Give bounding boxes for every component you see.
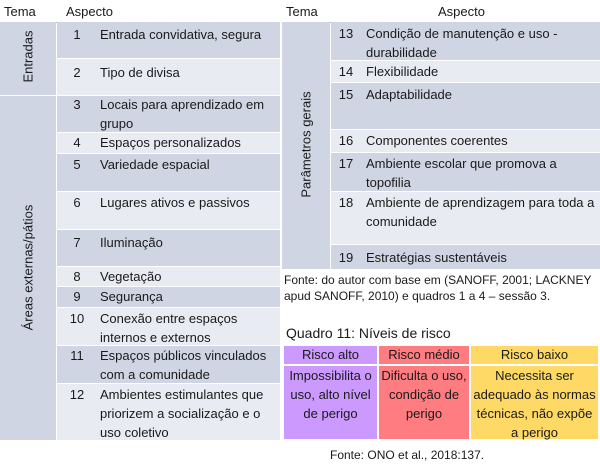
row-3-text: Locais para aprendizado em grupo xyxy=(100,97,265,131)
row-17-num: 17 xyxy=(338,156,354,171)
risk-medio-head: Risco médio xyxy=(379,346,469,364)
row-2-num: 2 xyxy=(73,65,81,80)
row-18-text: Ambiente de aprendizagem para toda a comunidade xyxy=(366,195,595,229)
risk-baixo-head: Risco baixo xyxy=(471,346,598,364)
row-13-text: Condição de manutenção e uso - durabilidade xyxy=(366,26,558,60)
row-15-text: Adaptabilidade xyxy=(366,87,453,102)
group-entradas-label: Entradas xyxy=(20,30,36,83)
row-14-text: Flexibilidade xyxy=(366,64,439,79)
row-4-num: 4 xyxy=(73,135,81,150)
risk-alto-desc: Impossibilita o uso, alto nível de perigo xyxy=(284,366,377,439)
row-9-num: 9 xyxy=(73,289,81,304)
quadro-title: Quadro 11: Níveis de risco xyxy=(286,325,451,341)
row-1-text: Entrada convidativa, segura xyxy=(100,27,262,42)
row-7-text: Iluminação xyxy=(100,235,163,250)
row-17-text: Ambiente escolar que promova a topofilia xyxy=(366,156,557,190)
row-10-num: 10 xyxy=(69,311,85,326)
left-table-header xyxy=(0,0,280,23)
left-header-tema: Tema xyxy=(4,4,36,19)
row-6-num: 6 xyxy=(73,195,81,210)
risk-baixo-desc: Necessita ser adequado às normas técnicas, não expõe a perigo xyxy=(471,366,598,439)
row-14-num: 14 xyxy=(338,64,354,79)
row-18-num: 18 xyxy=(338,195,354,210)
row-19-text: Estratégias sustentáveis xyxy=(366,250,507,265)
row-12-text: Ambientes estimulantes que priorizem a socialização e o uso coletivo xyxy=(100,387,264,440)
row-11-text: Espaços públicos vinculados com a comunidade xyxy=(100,348,267,382)
row-9-text: Segurança xyxy=(100,289,163,304)
row-1-num: 1 xyxy=(73,27,81,42)
row-16-num: 16 xyxy=(338,133,354,148)
row-10-text: Conexão entre espaços internos e externos xyxy=(100,311,238,345)
row-11-num: 11 xyxy=(70,348,84,363)
row-4-text: Espaços personalizados xyxy=(100,135,241,150)
source-note-2: Fonte: ONO et al., 2018:137. xyxy=(330,448,485,462)
row-13-num: 13 xyxy=(338,26,354,41)
row-2-text: Tipo de divisa xyxy=(100,65,180,80)
left-header-aspecto: Aspecto xyxy=(66,4,113,19)
risk-alto-head: Risco alto xyxy=(284,346,377,364)
group-areas-label: Áreas externas/pátios xyxy=(20,204,36,331)
row-8-num: 8 xyxy=(73,269,81,284)
group-parametros-label: Parâmetros gerais xyxy=(298,91,314,198)
row-7-num: 7 xyxy=(73,235,81,250)
row-16-text: Componentes coerentes xyxy=(366,133,508,148)
row-15-num: 15 xyxy=(338,87,354,102)
source-note-1: Fonte: do autor com base em (SANOFF, 2001; LACKNEY apud SANOFF, 2010) e quadros 1 a 4 – sessão 3. xyxy=(284,273,592,303)
risk-medio-desc: Dificulta o uso, condição de perigo xyxy=(379,366,469,439)
row-19-num: 19 xyxy=(338,250,354,265)
row-5-text: Variedade espacial xyxy=(100,157,210,172)
row-8-text: Vegetação xyxy=(100,269,162,284)
right-header-aspecto: Aspecto xyxy=(438,4,485,19)
row-3-num: 3 xyxy=(73,97,81,112)
row-12-num: 12 xyxy=(69,387,85,402)
right-header-tema: Tema xyxy=(286,4,318,19)
row-6-text: Lugares ativos e passivos xyxy=(100,195,250,210)
row-5-num: 5 xyxy=(73,157,81,172)
